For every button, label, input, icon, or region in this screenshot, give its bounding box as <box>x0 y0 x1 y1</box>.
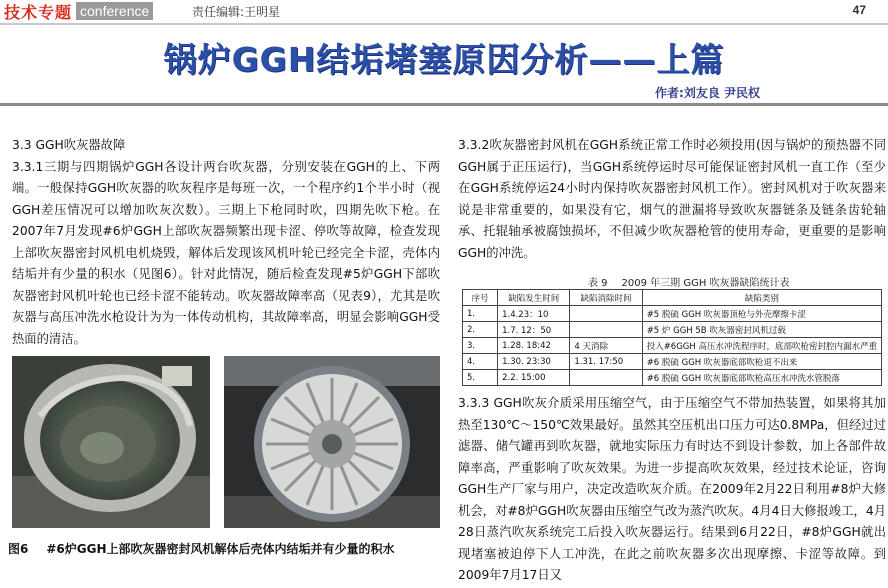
table-cell: 1. <box>463 306 498 322</box>
table-cell: 1.7. 12：50 <box>498 322 570 338</box>
table-cell: #5 炉 GGH 5B 吹灰器密封风机过载 <box>642 322 881 338</box>
fault-statistics-table <box>462 289 882 386</box>
table-cell: 2.2. 15:00 <box>498 370 570 386</box>
col-header: 缺陷类别 <box>642 290 881 306</box>
fan-impeller-photo <box>224 356 440 528</box>
table-cell: #5 脱硫 GGH 吹灰器顶枪与外壳摩擦卡涩 <box>642 306 881 322</box>
table-row <box>463 338 882 354</box>
table-cell: 投入#6GGH 高压水冲洗程序时，底部吹枪密封腔内漏水严重 <box>642 338 881 354</box>
figure-label: 图6 <box>8 542 29 556</box>
figure-caption-text: #6炉GGH上部吹灰器密封风机解体后壳体内结垢并有少量的积水 <box>46 542 395 556</box>
paragraph-3-3-1: 3.3.1三期与四期锅炉GGH各设计两台吹灰器，分别安装在GGH的上、下两端。一般保持GGH吹灰器的吹灰程序是每班一次，一个程序约1个半小时（视GGH差压情况可以增加吹灰次数）。三期上下枪同时吹，四期先吹下枪。在2007年7月发现#6炉GGH上部吹灰器频繁出现卡涩、停吹等故障，检查发现上部吹灰器密封风机电机烧毁，解体后发现该风机叶轮已经完全卡涩，壳体内结垢并有少量的积水（见图6）。针对此情况，随后检查发现#5炉GGH下部吹灰器密封风机叶轮也已经卡涩不能转动。吹灰器故障率高（见表9），尤其是吹灰器与高压冲洗水枪设计为为一体传动机构，其故障率高，明显会影响GGH受热面的清洁。 <box>12 159 440 346</box>
table-cell: 1.4.23：10 <box>498 306 570 322</box>
table-cell: #6 脱硫 GGH 吹灰器底部吹枪高压水冲洗水管脱落 <box>642 370 881 386</box>
paragraph-3-3-2: 3.3.2吹灰器密封风机在GGH系统正常工作时必须投用(因与锅炉的预热器不同GGH属于正压运行)，当GGH系统停运时尽可能保证密封风机一直工作（至少在GGH系统停运24小时内保持吹灰器密封风机工作）。密封风机对于吹灰器来说是非常重要的，如果没有它，烟气的泄漏将导致吹灰器链条及链条齿轮轴承、托辊轴承被腐蚀损坏，不但减少吹灰器枪管的使用寿命，更重要的是影响GGH的冲洗。 <box>458 138 886 260</box>
table-header-row <box>463 290 882 306</box>
table-cell: 1.28. 18:42 <box>498 338 570 354</box>
table-row <box>463 322 882 338</box>
table-cell: 4 天消除 <box>570 338 642 354</box>
fan-housing-photo <box>12 356 210 528</box>
table-cell: 1.30. 23:30 <box>498 354 570 370</box>
title-divider <box>0 103 888 106</box>
section-heading: 3.3 GGH吹灰器故障 <box>12 138 126 152</box>
table-cell: 3. <box>463 338 498 354</box>
col-header: 序号 <box>463 290 498 306</box>
left-column <box>12 135 440 350</box>
editor-credit: 责任编辑:王明星 <box>192 5 281 19</box>
page-header <box>0 0 888 24</box>
article-author: 作者:刘友良 尹民权 <box>655 86 760 100</box>
table-cell <box>570 370 642 386</box>
table-cell: 5. <box>463 370 498 386</box>
page-number: 47 <box>852 3 866 17</box>
table-cell: #6 脱硫 GGH 吹灰器底部吹枪退不出来 <box>642 354 881 370</box>
table-cell: 1.31. 17:50 <box>570 354 642 370</box>
table-label: 表 9 <box>588 278 608 289</box>
table-title-text: 2009 年三期 GGH 吹灰器缺陷统计表 <box>621 278 790 289</box>
brand-subtitle: conference <box>76 2 153 20</box>
col-header: 缺陷发生时间 <box>498 290 570 306</box>
table-row <box>463 370 882 386</box>
brand-logo <box>0 0 172 22</box>
table-cell: 2. <box>463 322 498 338</box>
article-title: 锅炉GGH结垢堵塞原因分析——上篇 <box>163 40 725 79</box>
header-divider <box>0 23 888 25</box>
figure-6-photos <box>12 356 440 528</box>
table-cell <box>570 322 642 338</box>
right-column <box>458 135 886 264</box>
paragraph-3-3-3: 3.3.3 GGH吹灰介质采用压缩空气，由于压缩空气不带加热装置，如果将其加热至130℃～150℃效果最好。虽然其空压机出口压力可达0.8MPa，但经过过滤器、储气罐再到吹灰器，就地实际压力有时达不到设计参数，加上各部件故障率高，严重影响了吹灰效果。为进一步提高吹灰效果，经过技术论证，咨询GGH生产厂家与用户，决定改造吹灰介质。在2009年2月22日利用#8炉大修机会，对#8炉GGH吹灰器由压缩空气改为蒸汽吹灰。4月4日大修报竣工，4月28日蒸汽吹灰系统完工后投入吹灰器运行。结果到6月22日，#8炉GGH就出现堵塞被迫停下人工冲洗，在此之前吹灰器多次出现摩擦、卡涩等故障。到2009年7月17日又 <box>458 396 886 582</box>
figure-6-caption <box>8 540 440 557</box>
table-row <box>463 306 882 322</box>
col-header: 缺陷消除时间 <box>570 290 642 306</box>
table-row <box>463 354 882 370</box>
brand-title: 技术专题 <box>4 2 73 22</box>
table-cell <box>570 306 642 322</box>
table-9-title <box>588 274 804 289</box>
table-cell: 4. <box>463 354 498 370</box>
right-column-lower <box>458 393 886 587</box>
